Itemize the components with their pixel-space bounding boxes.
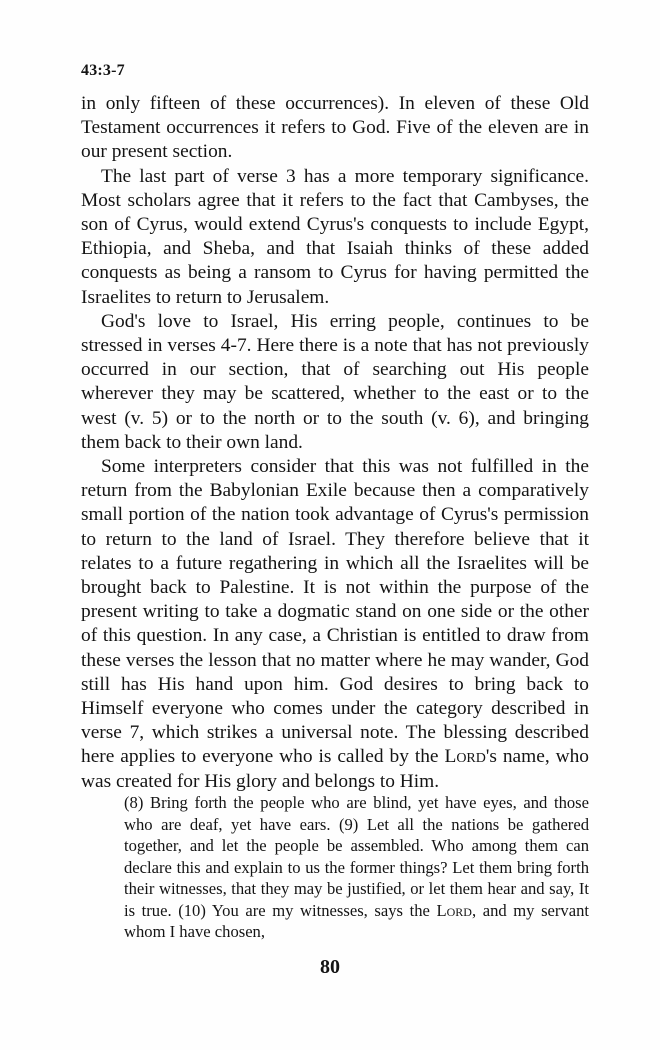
lord-small-caps: Lord	[444, 746, 486, 768]
commentary-text	[81, 92, 589, 794]
paragraph-4-text-a: Some interpreters consider that this was not fulfilled in the return from the Babylonian Exile because then a comparatively small portion of the nation took advantage of Cyrus's permission to return to the land of Israel. They therefore believe that it relates to a future regathering in which all the Israelites will be brought back to Palestine. It is not within the purpose of the present writing to take a dogmatic stand on one side or the other of this question. In any case, a Christian is entitled to draw from these verses the lesson that no matter where he may wander, God still has His hand upon him. God desires to bring back to Himself everyone who comes under the category described in verse 7, which strikes a universal note. The blessing described here applies to everyone who is called by the	[81, 456, 589, 768]
paragraph-4	[81, 455, 589, 794]
extract-paragraph	[124, 792, 589, 943]
scripture-extract	[124, 792, 589, 943]
extract-text-a: (8) Bring forth the people who are blind, yet have eyes, and those who are deaf, yet have ears. (9) Let all the nations be gathered together, and let the people be assembled. Who among them can declare this and explain to us the former things? Let them bring forth their witnesses, that they may be justified, or let them hear and say, It is true. (10) You are my witnesses, says the	[124, 793, 589, 920]
page-number: 80	[320, 956, 340, 978]
extract-text-b: , and my servant whom I have chosen,	[124, 900, 589, 941]
running-head: 43:3-7	[81, 62, 125, 79]
extract-lord-small-caps: Lord	[436, 900, 472, 920]
paragraph-2: The last part of verse 3 has a more temporary significance. Most scholars agree that it refers to the fact that Cambyses, the son of Cyrus, would extend Cyrus's conquests to include Egypt, Ethiopia, and Sheba, and that Isaiah thinks of these added conquests as being a ransom to Cyrus for having permitted the Israelites to return to Jerusalem.	[81, 165, 589, 308]
paragraph-4-text-b: 's name, who was created for His glory and belongs to Him.	[81, 746, 589, 792]
paragraph-1: in only fifteen of these occurrences). In eleven of these Old Testament occurrences it refers to God. Five of the eleven are in our present section.	[81, 93, 589, 163]
paragraph-3: God's love to Israel, His erring people, continues to be stressed in verses 4-7. Here there is a note that has not previously occurred in our section, that of searching out His people wherever they may be scattered, whether to the east or to the west (v. 5) or to the north or to the south (v. 6), and bringing them back to their own land.	[81, 310, 589, 453]
